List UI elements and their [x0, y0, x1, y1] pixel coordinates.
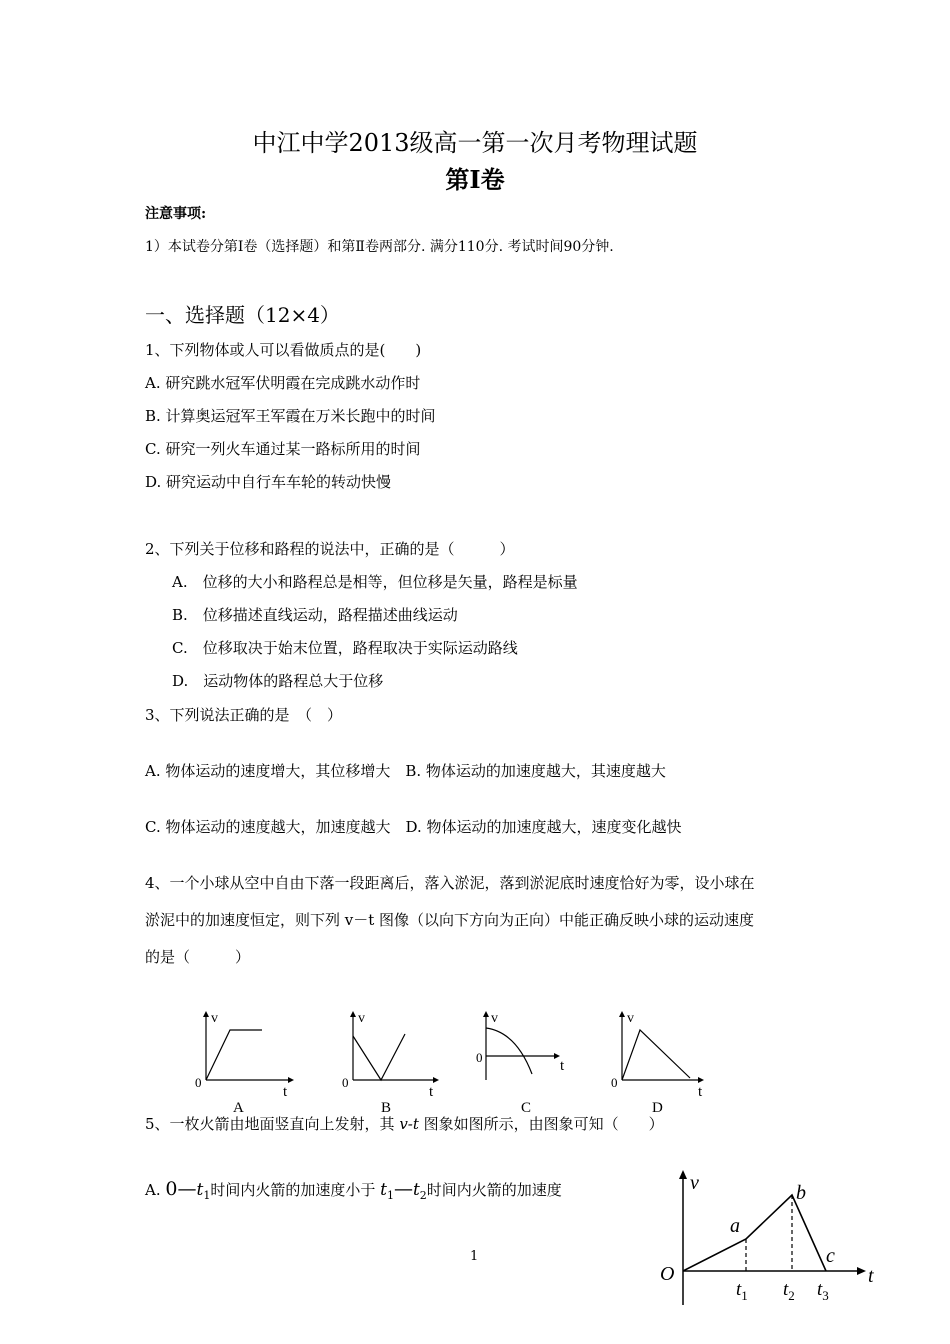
q4-graph-d-v-label: v — [627, 1011, 634, 1026]
q5-graph-t2-sub: 2 — [788, 1288, 795, 1303]
q4-graph-b — [337, 1008, 447, 1118]
q4-graph-c-origin: 0 — [476, 1050, 483, 1065]
q5-vt-graph — [650, 1165, 890, 1344]
page-number: 1 — [470, 1249, 479, 1264]
q5-option-a-t1: t — [196, 1180, 204, 1200]
q1-option-d: D. 研究运动中自行车车轮的转动快慢 — [145, 473, 392, 491]
q5-graph-point-b: b — [796, 1182, 806, 1204]
q4-graph-b-v-label: v — [358, 1011, 365, 1026]
q3-options-row1: A. 物体运动的速度增大，其位移增大 B. 物体运动的加速度越大，其速度越大 — [145, 762, 666, 780]
q4-line2: 淤泥中的加速度恒定，则下列 v－t 图像（以向下方向为正向）中能正确反映小球的运动速度 — [145, 911, 755, 929]
q5-option-a-dash: — — [393, 1178, 413, 1200]
q4-graph-a-origin: 0 — [195, 1075, 202, 1090]
q2-option-b: B. 位移描述直线运动，路程描述曲线运动 — [172, 606, 458, 624]
q5-stem-pre: 5、一枚火箭由地面竖直向上发射，其 — [145, 1115, 400, 1133]
q4-line1: 4、一个小球从空中自由下落一段距离后，落入淤泥，落到淤泥底时速度恰好为零，设小球在 — [145, 874, 755, 892]
q5-graph-t2 — [783, 1279, 795, 1303]
q4-graph-a — [190, 1008, 300, 1118]
q5-option-a-end: 时间内火箭的加速度 — [426, 1181, 562, 1199]
q5-option-a-t1b: t — [380, 1180, 387, 1200]
q5-stem — [145, 1113, 664, 1134]
q5-stem-vt: v-t — [399, 1115, 419, 1133]
q4-graph-a-label: A — [233, 1100, 244, 1116]
q5-stem-post: 图象如图所示，由图象可知（ ） — [418, 1115, 664, 1133]
q4-graph-b-origin: 0 — [342, 1075, 349, 1090]
q2-option-a: A. 位移的大小和路程总是相等，但位移是矢量，路程是标量 — [172, 573, 578, 591]
q4-graph-a-t-label: t — [283, 1084, 288, 1100]
notice-line: 1）本试卷分第Ⅰ卷（选择题）和第Ⅱ卷两部分. 满分110分. 考试时间90分钟. — [145, 239, 614, 255]
q1-stem: 1、下列物体或人可以看做质点的是( ) — [145, 341, 422, 359]
q4-line3: 的是（ ） — [145, 948, 251, 966]
q5-graph-t2-base: t — [783, 1279, 789, 1300]
q2-option-c: C. 位移取决于始末位置，路程取决于实际运动路线 — [172, 639, 518, 657]
q5-graph-t1 — [736, 1279, 748, 1303]
q5-option-a-zero: 0— — [165, 1178, 197, 1200]
q3-options-row2: C. 物体运动的速度越大，加速度越大 D. 物体运动的加速度越大，速度变化越快 — [145, 818, 682, 836]
q4-graph-d-origin: 0 — [611, 1075, 618, 1090]
volume-heading: 第Ⅰ卷 — [445, 165, 505, 194]
q5-option-a — [145, 1178, 562, 1202]
q5-graph-t-label: t — [868, 1265, 874, 1287]
section-heading: 一、选择题（12×4） — [145, 303, 340, 327]
q1-option-c: C. 研究一列火车通过某一路标所用的时间 — [145, 440, 421, 458]
q4-graph-c-v-label: v — [491, 1011, 498, 1026]
q4-graph-c-label: C — [521, 1100, 532, 1116]
q5-graph-t1-base: t — [736, 1279, 742, 1300]
q4-graph-a-v-label: v — [211, 1011, 218, 1026]
q2-option-d: D. 运动物体的路程总大于位移 — [172, 672, 384, 690]
q4-graph-d-t-label: t — [698, 1084, 703, 1100]
q4-graph-c — [472, 1008, 582, 1118]
q4-graph-d-label: D — [652, 1100, 663, 1116]
q5-graph-origin: O — [660, 1263, 675, 1285]
q4-graph-b-label: B — [381, 1100, 392, 1116]
q5-option-a-t1b-sub: 1 — [386, 1189, 394, 1202]
q5-graph-v-label: v — [690, 1172, 699, 1194]
q5-graph-t3-sub: 3 — [822, 1288, 829, 1303]
q5-graph-point-a: a — [730, 1215, 740, 1237]
q5-option-a-t2-sub: 2 — [419, 1189, 427, 1202]
notice-heading: 注意事项: — [145, 206, 207, 222]
q5-option-a-t2: t — [412, 1180, 420, 1200]
q4-graph-b-t-label: t — [429, 1084, 434, 1100]
q1-option-a: A. 研究跳水冠军伏明霞在完成跳水动作时 — [145, 374, 421, 392]
q5-graph-t1-sub: 1 — [741, 1288, 748, 1303]
q5-graph-point-c: c — [826, 1245, 835, 1267]
q5-option-a-t1-sub: 1 — [203, 1189, 211, 1202]
q4-graph-c-t-label: t — [560, 1058, 565, 1074]
q5-option-a-mid: 时间内火箭的加速度小于 — [210, 1181, 381, 1199]
q4-graph-d — [606, 1008, 716, 1118]
page-title: 中江中学2013级高一第一次月考物理试题 — [252, 129, 698, 157]
q3-stem: 3、下列说法正确的是 （ ） — [145, 706, 343, 724]
q2-stem: 2、下列关于位移和路程的说法中，正确的是（ ） — [145, 540, 515, 558]
q1-option-b: B. 计算奥运冠军王军霞在万米长跑中的时间 — [145, 407, 436, 425]
q5-option-a-letter: A. — [145, 1181, 166, 1199]
q5-graph-t3-base: t — [817, 1279, 823, 1300]
q5-graph-t3 — [817, 1279, 829, 1303]
